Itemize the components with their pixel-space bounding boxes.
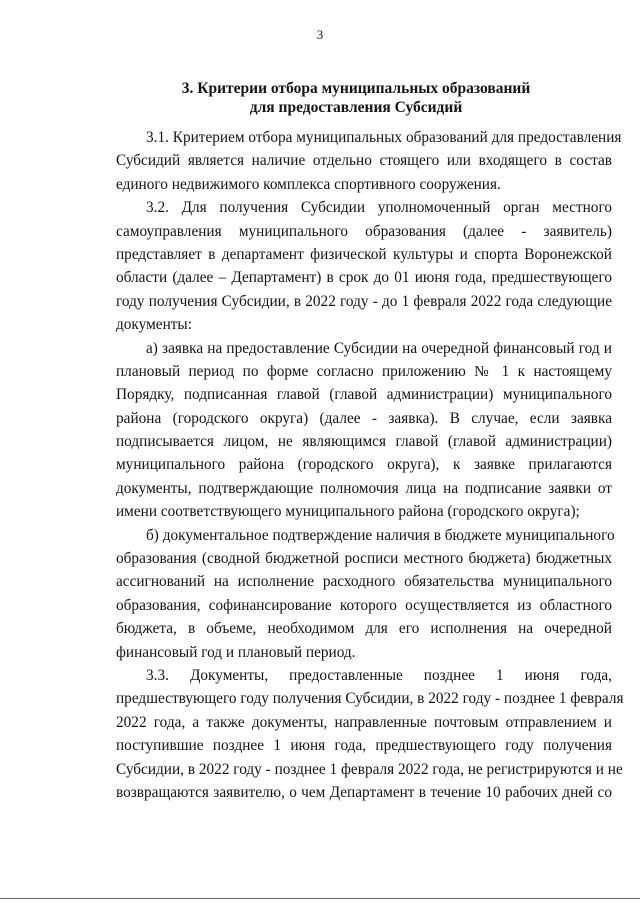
paragraph-line: образования, софинансирование которого осуществляется из областного bbox=[116, 596, 612, 614]
paragraph-line: единого недвижимого комплекса спортивного сооружения. bbox=[116, 175, 501, 193]
paragraph-line: финансовый год и плановый период. bbox=[116, 643, 356, 661]
paragraph-line: Субсидий является наличие отдельно стоящего или входящего в состав bbox=[116, 152, 612, 170]
paragraph bbox=[116, 126, 622, 196]
paragraph bbox=[116, 664, 624, 804]
paragraph-line: образования (сводной бюджетной росписи местного бюджета) бюджетных bbox=[116, 550, 612, 568]
section-title bbox=[96, 79, 616, 117]
paragraph-line: самоуправления муниципального образования (далее - заявитель) bbox=[116, 222, 612, 240]
paragraph-line: документы: bbox=[116, 316, 192, 334]
section-title-line-2: для предоставления Субсидий bbox=[249, 99, 463, 116]
paragraph-line: Порядку, подписанная главой (главой администрации) муниципального bbox=[116, 386, 612, 404]
paragraph-line: 3.2. Для получения Субсидии уполномоченный орган местного bbox=[146, 199, 612, 217]
paragraph-line: поступившие позднее 1 июня года, предшествующего году получения bbox=[116, 737, 612, 755]
paragraph-line: б) документальное подтверждение наличия в бюджете муниципального bbox=[146, 526, 615, 544]
paragraph-line: Субсидии, в 2022 году - позднее 1 февраля 2022 года, не регистрируются и не bbox=[116, 760, 623, 778]
paragraph-line: района (городского округа) (далее - заявка). В случае, если заявка bbox=[116, 409, 612, 427]
paragraph bbox=[116, 337, 612, 524]
paragraph bbox=[116, 196, 612, 336]
footer-rule bbox=[0, 898, 640, 899]
paragraph-line: возвращаются заявителю, о чем Департамент в течение 10 рабочих дней со bbox=[116, 783, 612, 801]
paragraph-line: муниципального района (городского округа), к заявке прилагаются bbox=[116, 456, 612, 474]
page-number: 3 bbox=[316, 27, 324, 42]
paragraph-line: подписывается лицом, не являющимся главой (главой администрации) bbox=[116, 433, 612, 451]
paragraph-line: 3.3. Документы, предоставленные позднее 1 июня года, bbox=[146, 666, 612, 684]
paragraph-line: бюджета, в объеме, необходимом для его исполнения на очередной bbox=[116, 620, 612, 638]
paragraph-line: а) заявка на предоставление Субсидии на очередной финансовый год и bbox=[146, 339, 612, 357]
paragraph-line: 3.1. Критерием отбора муниципальных образований для предоставления bbox=[146, 129, 622, 146]
paragraph-line: предшествующего году получения Субсидии, в 2022 году - позднее 1 февраля bbox=[116, 690, 624, 708]
paragraph-line: плановый период по форме согласно приложению № 1 к настоящему bbox=[116, 362, 612, 380]
paragraph-line: области (далее – Департамент) в срок до 01 июня года, предшествующего bbox=[116, 269, 612, 287]
paragraph-line: имени соответствующего муниципального района (городского округа); bbox=[116, 503, 580, 521]
paragraph bbox=[116, 524, 615, 664]
paragraph-line: представляет в департамент физической культуры и спорта Воронежской bbox=[116, 245, 612, 263]
paragraph-line: году получения Субсидии, в 2022 году - до 1 февраля 2022 года следующие bbox=[116, 292, 612, 310]
section-title-line-1: 3. Критерии отбора муниципальных образований bbox=[181, 80, 531, 97]
body-text bbox=[116, 126, 624, 804]
paragraph-line: документы, подтверждающие полномочия лица на подписание заявки от bbox=[116, 479, 612, 497]
paragraph-line: ассигнований на исполнение расходного обязательства муниципального bbox=[116, 573, 612, 591]
paragraph-line: 2022 года, а также документы, направленные почтовым отправлением и bbox=[116, 713, 612, 731]
